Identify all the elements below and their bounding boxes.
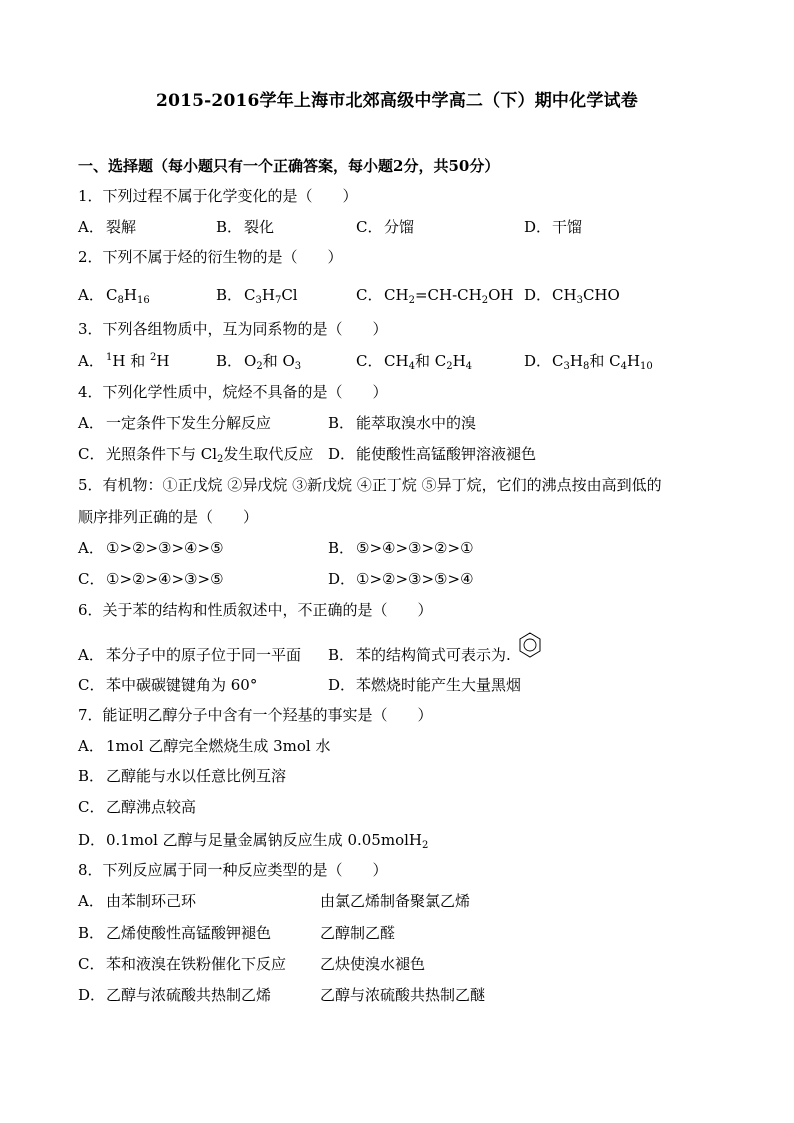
q8-option-b-second: 乙醇制乙醛	[320, 924, 396, 942]
q5-option-c[interactable]: C． ①>②>④>③>⑤	[78, 570, 224, 588]
q6-option-c[interactable]: C． 苯中碳碳键键角为 60°	[78, 676, 258, 694]
q2-option-d[interactable]: D．$CH_3CHO$	[524, 286, 620, 306]
question-5-stem-line2: 顺序排列正确的是（ ）	[78, 508, 259, 526]
q1-option-b[interactable]: B． 裂化	[216, 218, 275, 236]
q4-option-d[interactable]: D．能使酸性高锰酸钾溶液褪色	[328, 445, 537, 463]
benzene-structure-icon	[517, 631, 543, 659]
q3-option-b[interactable]: B． $O_2$和 $O_3$	[216, 352, 302, 372]
q3-option-d[interactable]: D．$C_3H_8$和 $C_4H_{10}$	[524, 352, 653, 372]
q4-option-c[interactable]: C． 光照条件下与 $Cl_2$发生取代反应	[78, 445, 314, 465]
q2-option-a[interactable]: A． $C_8H_{16}$	[78, 286, 150, 306]
question-7-stem: 7．能证明乙醇分子中含有一个羟基的事实是（ ）	[78, 706, 433, 724]
question-8-stem: 8．下列反应属于同一种反应类型的是（ ）	[78, 861, 388, 879]
q4-option-b[interactable]: B． 能萃取溴水中的溴	[328, 414, 477, 432]
q1-option-a[interactable]: A． 裂解	[78, 218, 137, 236]
q1-option-c[interactable]: C． 分馏	[356, 218, 415, 236]
q8-option-c-second: 乙炔使溴水褪色	[320, 955, 426, 973]
section-heading: 一、选择题（每小题只有一个正确答案，每小题2分，共50分）	[78, 157, 500, 175]
q3-option-a[interactable]: A． $^1$H 和 $^2$H	[78, 352, 170, 370]
q7-option-a[interactable]: A． 1mol 乙醇完全燃烧生成 3mol 水	[78, 737, 331, 755]
question-6-stem: 6．关于苯的结构和性质叙述中，不正确的是（ ）	[78, 601, 433, 619]
q6-option-a[interactable]: A． 苯分子中的原子位于同一平面	[78, 646, 302, 664]
q1-option-d[interactable]: D．干馏	[524, 218, 583, 236]
q5-option-a[interactable]: A． ①>②>③>④>⑤	[78, 539, 224, 557]
q2-option-b[interactable]: B． $C_3H_7Cl$	[216, 286, 298, 306]
question-3-stem: 3．下列各组物质中，互为同系物的是（ ）	[78, 320, 388, 338]
q7-option-c[interactable]: C． 乙醇沸点较高	[78, 798, 197, 816]
q8-option-d-second: 乙醇与浓硫酸共热制乙醚	[320, 986, 486, 1004]
q6-option-d[interactable]: D．苯燃烧时能产生大量黑烟	[328, 676, 522, 694]
q7-option-b[interactable]: B． 乙醇能与水以任意比例互溶	[78, 767, 287, 785]
q8-option-b[interactable]: B． 乙烯使酸性高锰酸钾褪色	[78, 924, 272, 942]
q3-option-c[interactable]: C． $CH_4$和 $C_2H_4$	[356, 352, 473, 372]
page-title: 2015-2016学年上海市北郊高级中学高二（下）期中化学试卷	[156, 91, 638, 111]
question-5-stem-line1: 5．有机物：①正戊烷 ②异戊烷 ③新戊烷 ④正丁烷 ⑤异丁烷，它们的沸点按由高到低的	[78, 476, 662, 494]
q5-option-d[interactable]: D．①>②>③>⑤>④	[328, 570, 474, 588]
q8-option-d[interactable]: D．乙醇与浓硫酸共热制乙烯	[78, 986, 272, 1004]
q6-option-b[interactable]: B． 苯的结构简式可表示为.	[328, 646, 511, 664]
question-4-stem: 4．下列化学性质中，烷烃不具备的是（ ）	[78, 383, 388, 401]
q8-option-a-second: 由氯乙烯制备聚氯乙烯	[320, 892, 471, 910]
q8-option-a[interactable]: A． 由苯制环己环	[78, 892, 197, 910]
q7-option-d[interactable]: D．0.1mol 乙醇与足量金属钠反应生成 0.05molH$_2$	[78, 831, 429, 851]
q2-option-c[interactable]: C． $CH_2=CH-CH_2OH$	[356, 286, 514, 306]
question-2-stem: 2．下列不属于烃的衍生物的是（ ）	[78, 248, 343, 266]
q8-option-c[interactable]: C． 苯和液溴在铁粉催化下反应	[78, 955, 287, 973]
question-1-stem: 1．下列过程不属于化学变化的是（ ）	[78, 187, 358, 205]
q5-option-b[interactable]: B． ⑤>④>③>②>①	[328, 539, 474, 557]
q4-option-a[interactable]: A． 一定条件下发生分解反应	[78, 414, 272, 432]
